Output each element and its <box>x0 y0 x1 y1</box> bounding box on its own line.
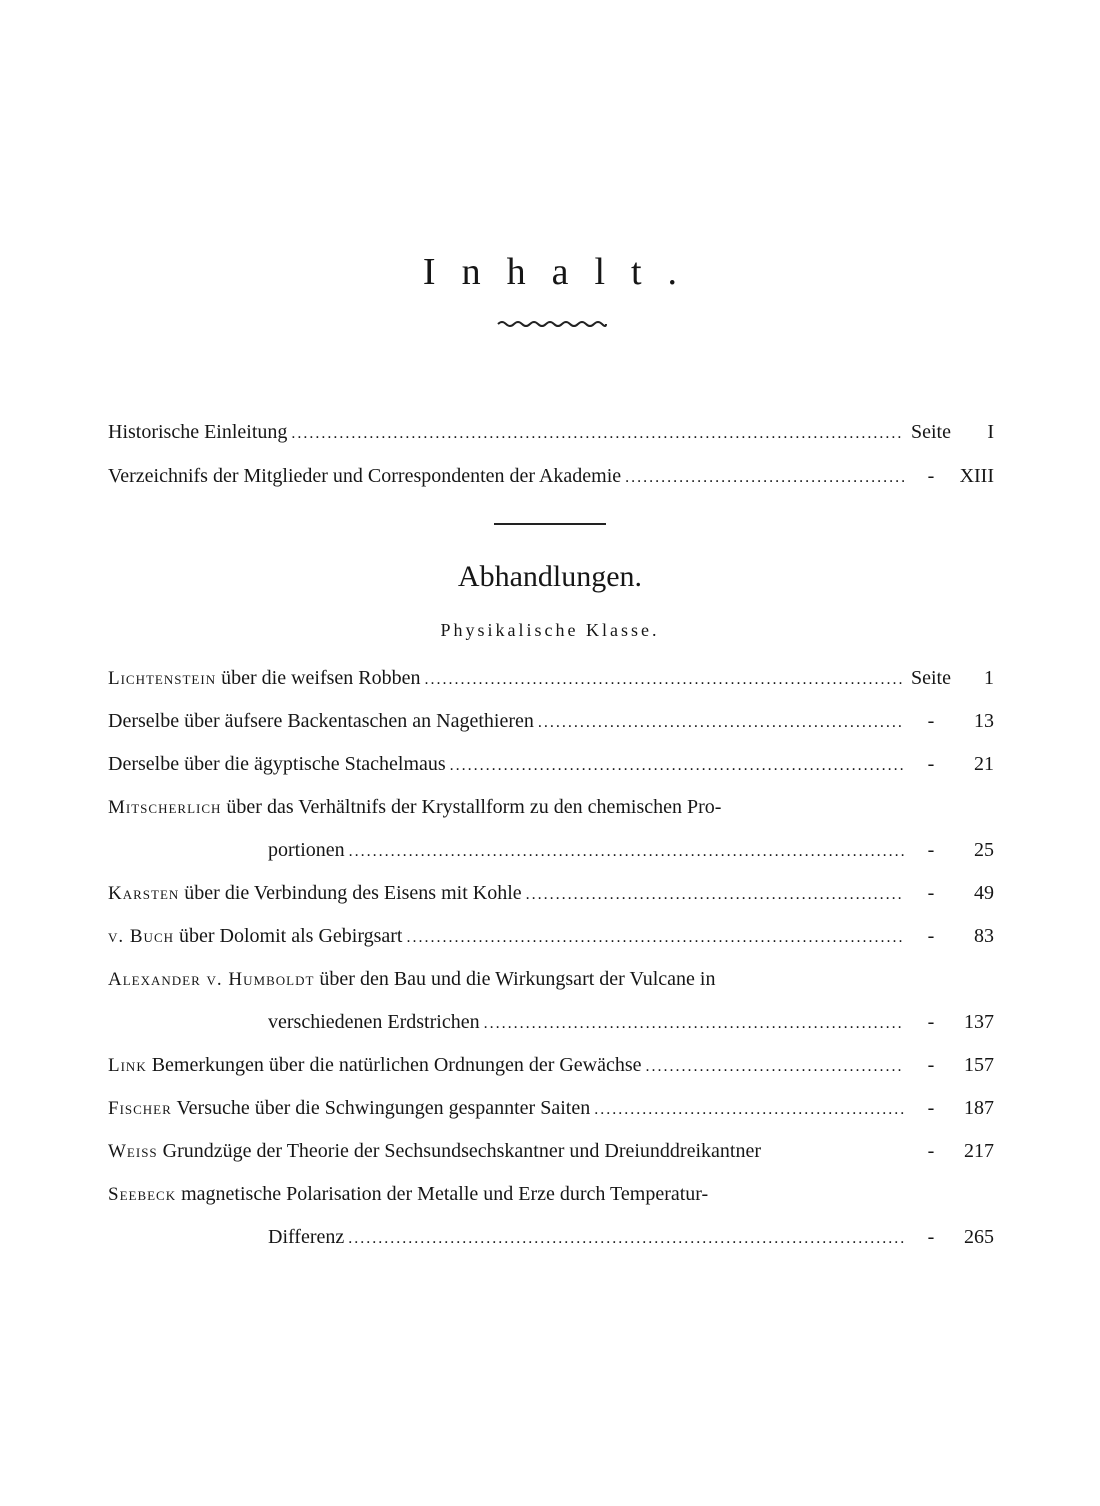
dot-leader <box>349 838 904 866</box>
dot-leader <box>625 464 904 492</box>
page-prefix: - <box>927 1011 935 1033</box>
entry-title: Derselbe über die ägyptische Stachelmaus <box>108 753 446 775</box>
toc-entry <box>108 965 994 993</box>
entry-title: Derselbe über äufsere Backentaschen an Nagethieren <box>108 710 534 732</box>
entry-title: über Dolomit als Gebirgsart <box>179 925 403 947</box>
page-number: 137 <box>964 1011 994 1033</box>
dot-leader <box>484 1010 904 1038</box>
toc-entry-text <box>108 793 721 822</box>
toc-entry <box>108 1094 994 1122</box>
author-name: Mitscherlich <box>108 797 222 818</box>
page-prefix: Seite <box>911 667 951 689</box>
entry-title-continuation: verschiedenen Erdstrichen <box>268 1011 480 1033</box>
toc-entry-text: Verzeichnifs der Mitglieder und Correspondenten der Akademie <box>108 465 622 487</box>
toc-entry-continuation <box>268 836 994 864</box>
dot-leader <box>538 709 904 737</box>
toc-entry <box>108 879 994 907</box>
dot-leader <box>646 1053 904 1081</box>
entry-title: Bemerkungen über die natürlichen Ordnungen der Gewächse <box>151 1054 642 1076</box>
author-name: Link <box>108 1055 147 1076</box>
entry-title: magnetische Polarisation der Metalle und Erze durch Temperatur- <box>181 1183 709 1205</box>
section-divider <box>494 523 606 525</box>
toc-entry-text <box>108 922 403 951</box>
subsection-heading: Physikalische Klasse. <box>440 620 660 640</box>
toc-entry-front-matter <box>108 462 994 490</box>
toc-entry <box>108 664 994 692</box>
entry-title: über den Bau und die Wirkungsart der Vulcane in <box>319 968 716 990</box>
toc-entry-text <box>108 965 715 994</box>
entry-title: über die Verbindung des Eisens mit Kohle <box>184 882 522 904</box>
dot-leader <box>526 881 904 909</box>
toc-entry-text <box>108 1051 642 1080</box>
toc-entry-text: Historische Einleitung <box>108 421 288 443</box>
toc-entry-front-matter <box>108 418 994 446</box>
page-number: 25 <box>974 839 994 861</box>
page-number: 265 <box>964 1226 994 1248</box>
page-number: 187 <box>964 1097 994 1119</box>
author-name: Weiss <box>108 1141 158 1162</box>
entry-title: über die weifsen Robben <box>221 667 421 689</box>
author-name: Fischer <box>108 1098 172 1119</box>
toc-entry-text <box>108 664 420 693</box>
entry-title: Grundzüge der Theorie der Sechsundsechskantner und Dreiunddreikantner <box>162 1140 761 1162</box>
toc-entry-text <box>108 1137 761 1166</box>
page-prefix: - <box>927 1054 935 1076</box>
wavy-ornament-icon <box>496 318 608 330</box>
page-prefix: - <box>927 753 935 775</box>
dot-leader <box>424 666 904 694</box>
dot-leader <box>450 752 904 780</box>
toc-entry-text <box>108 1094 590 1123</box>
page-number: 21 <box>974 753 994 775</box>
entry-title: Versuche über die Schwingungen gespannter Saiten <box>176 1097 591 1119</box>
page-prefix: - <box>927 1226 935 1248</box>
toc-entry-text <box>108 879 522 908</box>
page-number: 217 <box>964 1140 994 1162</box>
toc-entry <box>108 707 994 735</box>
page-prefix: - <box>927 1140 935 1162</box>
entry-title: über das Verhältnifs der Krystallform zu den chemischen Pro- <box>226 796 722 818</box>
toc-entry <box>108 922 994 950</box>
page-prefix: - <box>927 710 935 732</box>
dot-leader <box>348 1225 904 1253</box>
author-name: Seebeck <box>108 1184 177 1205</box>
page-number: I <box>987 421 994 443</box>
author-name: Alexander v. Humboldt <box>108 969 315 990</box>
toc-entry-text <box>108 1180 708 1209</box>
entry-title-continuation: Differenz <box>268 1226 345 1248</box>
toc-entry-continuation <box>268 1008 994 1036</box>
author-name: Lichtenstein <box>108 668 217 689</box>
page-number: 13 <box>974 710 994 732</box>
page-number: 1 <box>984 667 994 689</box>
toc-entry <box>108 1051 994 1079</box>
dot-leader <box>291 420 904 448</box>
toc-entry <box>108 1137 994 1165</box>
section-heading: Abhandlungen. <box>457 560 643 593</box>
page-prefix: - <box>927 925 935 947</box>
dot-leader <box>594 1096 904 1124</box>
author-name: v. Buch <box>108 926 175 947</box>
page-prefix: - <box>927 882 935 904</box>
page-number: 49 <box>974 882 994 904</box>
entry-title-continuation: portionen <box>268 839 345 861</box>
page-prefix: - <box>927 839 935 861</box>
page-number: 83 <box>974 925 994 947</box>
toc-entry-continuation <box>268 1223 994 1251</box>
page-title: Inhalt. <box>422 251 704 293</box>
page-prefix: Seite <box>911 421 951 443</box>
page-number: XIII <box>959 465 994 487</box>
dot-leader <box>407 924 905 952</box>
author-name: Karsten <box>108 883 180 904</box>
toc-entry <box>108 750 994 778</box>
toc-entry <box>108 1180 994 1208</box>
page-number: 157 <box>964 1054 994 1076</box>
page-prefix: - <box>927 1097 935 1119</box>
page-prefix: - <box>927 465 935 487</box>
toc-entry <box>108 793 994 821</box>
